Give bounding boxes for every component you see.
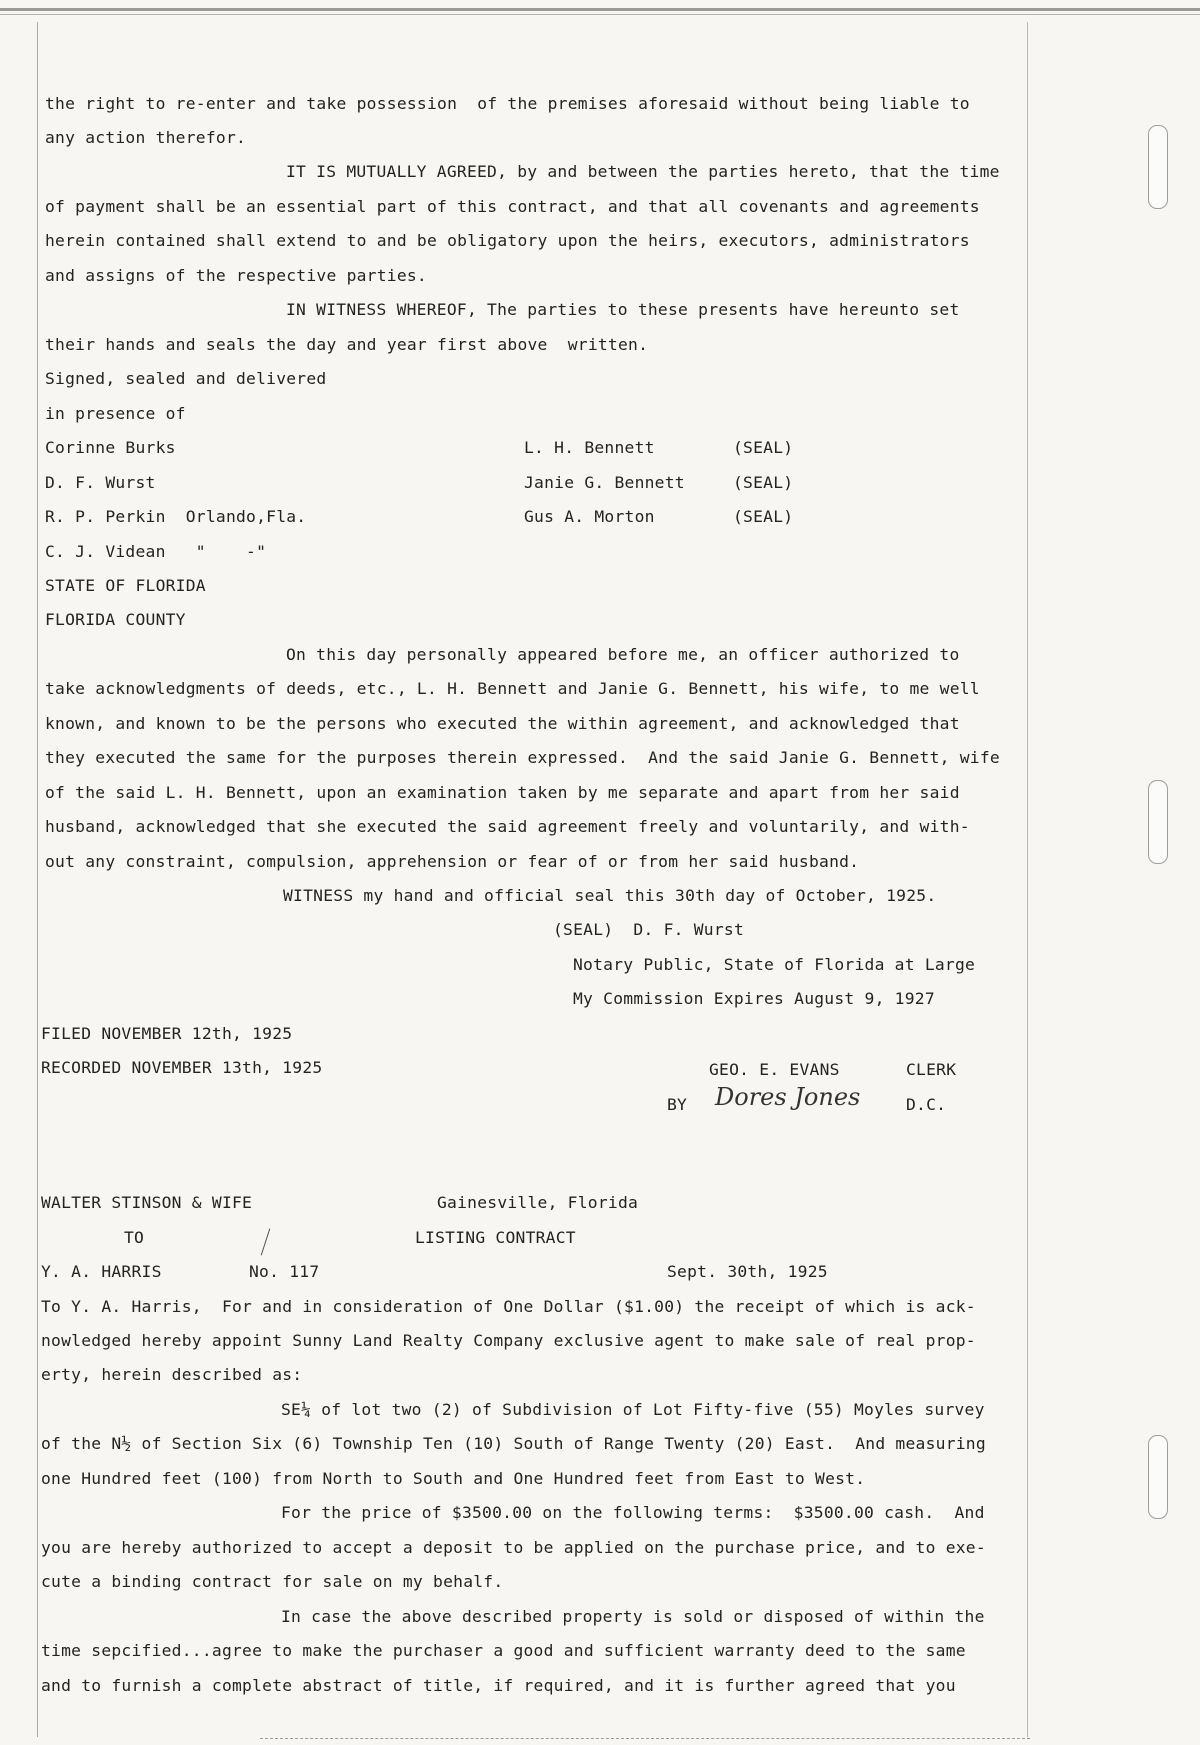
text-line: IT IS MUTUALLY AGREED, by and between the parties hereto, that the time: [286, 162, 1000, 181]
county-heading: FLORIDA COUNTY: [45, 610, 186, 629]
notary-commission: My Commission Expires August 9, 1927: [573, 989, 935, 1008]
signer-name: Gus A. Morton: [524, 507, 655, 526]
seal-label: (SEAL): [733, 473, 794, 492]
text-line: WITNESS my hand and official seal this 30th day of October, 1925.: [283, 886, 937, 905]
text-line: nowledged hereby appoint Sunny Land Realty Company exclusive agent to make sale of real prop-: [41, 1331, 976, 1350]
pen-mark: [261, 1229, 271, 1256]
notary-signature-line: (SEAL) D. F. Wurst: [553, 920, 744, 939]
bottom-rule: [260, 1738, 1030, 1739]
witness-name: R. P. Perkin Orlando,Fla.: [45, 507, 307, 526]
clerk-title: CLERK: [906, 1060, 957, 1079]
text-line: you are hereby authorized to accept a deposit to be applied on the purchase price, and to exe-: [41, 1538, 986, 1557]
contract-number: No. 117: [249, 1262, 320, 1281]
right-margin-rule: [1027, 22, 1028, 1737]
text-line: the right to re-enter and take possession of the premises aforesaid without being liable to: [45, 94, 970, 113]
clerk-name: GEO. E. EVANS: [709, 1060, 840, 1079]
text-line: In case the above described property is sold or disposed of within the: [281, 1607, 985, 1626]
binder-hole-top: [1148, 125, 1168, 209]
signature-text: Dores Jones: [715, 1083, 861, 1111]
text-line: out any constraint, compulsion, apprehension or fear of or from her said husband.: [45, 852, 860, 871]
recorded-date: RECORDED NOVEMBER 13th, 1925: [41, 1058, 323, 1077]
binder-hole-middle: [1148, 780, 1168, 864]
text-line: time sepcified...agree to make the purchaser a good and sufficient warranty deed to the same: [41, 1641, 966, 1660]
witness-name: C. J. Videan " -": [45, 542, 267, 561]
party-name: Y. A. HARRIS: [41, 1262, 162, 1281]
top-border-inner: [0, 14, 1200, 15]
left-margin-rule: [37, 22, 38, 1737]
text-line: herein contained shall extend to and be obligatory upon the heirs, executors, administrators: [45, 231, 970, 250]
text-line: of the N½ of Section Six (6) Township Ten (10) South of Range Twenty (20) East. And measuring: [41, 1434, 986, 1453]
text-line: take acknowledgments of deeds, etc., L. H. Bennett and Janie G. Bennett, his wife, to me well: [45, 679, 980, 698]
binder-hole-bottom: [1148, 1435, 1168, 1519]
filed-date: FILED NOVEMBER 12th, 1925: [41, 1024, 293, 1043]
text-line: Signed, sealed and delivered: [45, 369, 327, 388]
text-line: For the price of $3500.00 on the following terms: $3500.00 cash. And: [281, 1503, 985, 1522]
text-line: of the said L. H. Bennett, upon an examination taken by me separate and apart from her said: [45, 783, 960, 802]
contract-title: LISTING CONTRACT: [415, 1228, 576, 1247]
text-line: SE¼ of lot two (2) of Subdivision of Lot Fifty-five (55) Moyles survey: [281, 1400, 985, 1419]
contract-date: Sept. 30th, 1925: [667, 1262, 828, 1281]
state-heading: STATE OF FLORIDA: [45, 576, 206, 595]
signer-name: Janie G. Bennett: [524, 473, 685, 492]
seal-label: (SEAL): [733, 438, 794, 457]
text-line: of payment shall be an essential part of this contract, and that all covenants and agreements: [45, 197, 980, 216]
witness-name: D. F. Wurst: [45, 473, 156, 492]
text-line: they executed the same for the purposes therein expressed. And the said Janie G. Bennett, wife: [45, 748, 1000, 767]
text-line: erty, herein described as:: [41, 1365, 303, 1384]
text-line: and assigns of the respective parties.: [45, 266, 427, 285]
witness-name: Corinne Burks: [45, 438, 176, 457]
text-line: To Y. A. Harris, For and in consideration of One Dollar ($1.00) the receipt of which is ack-: [41, 1297, 976, 1316]
text-line: in presence of: [45, 404, 186, 423]
deputy-clerk-signature: [715, 1083, 890, 1123]
text-line: their hands and seals the day and year first above written.: [45, 335, 649, 354]
dc-label: D.C.: [906, 1095, 947, 1114]
text-line: On this day personally appeared before me, an officer authorized to: [286, 645, 960, 664]
text-line: known, and known to be the persons who executed the within agreement, and acknowledged that: [45, 714, 960, 733]
to-label: TO: [124, 1228, 145, 1247]
text-line: and to furnish a complete abstract of title, if required, and it is further agreed that you: [41, 1676, 956, 1695]
text-line: any action therefor.: [45, 128, 247, 147]
by-label: BY: [667, 1095, 688, 1114]
top-border: [0, 8, 1200, 11]
notary-title: Notary Public, State of Florida at Large: [573, 955, 976, 974]
text-line: cute a binding contract for sale on my behalf.: [41, 1572, 504, 1591]
signer-name: L. H. Bennett: [524, 438, 655, 457]
contract-location: Gainesville, Florida: [437, 1193, 639, 1212]
text-line: IN WITNESS WHEREOF, The parties to these presents have hereunto set: [286, 300, 960, 319]
text-line: one Hundred feet (100) from North to South and One Hundred feet from East to West.: [41, 1469, 866, 1488]
party-name: WALTER STINSON & WIFE: [41, 1193, 253, 1212]
seal-label: (SEAL): [733, 507, 794, 526]
text-line: husband, acknowledged that she executed the said agreement freely and voluntarily, and with-: [45, 817, 970, 836]
